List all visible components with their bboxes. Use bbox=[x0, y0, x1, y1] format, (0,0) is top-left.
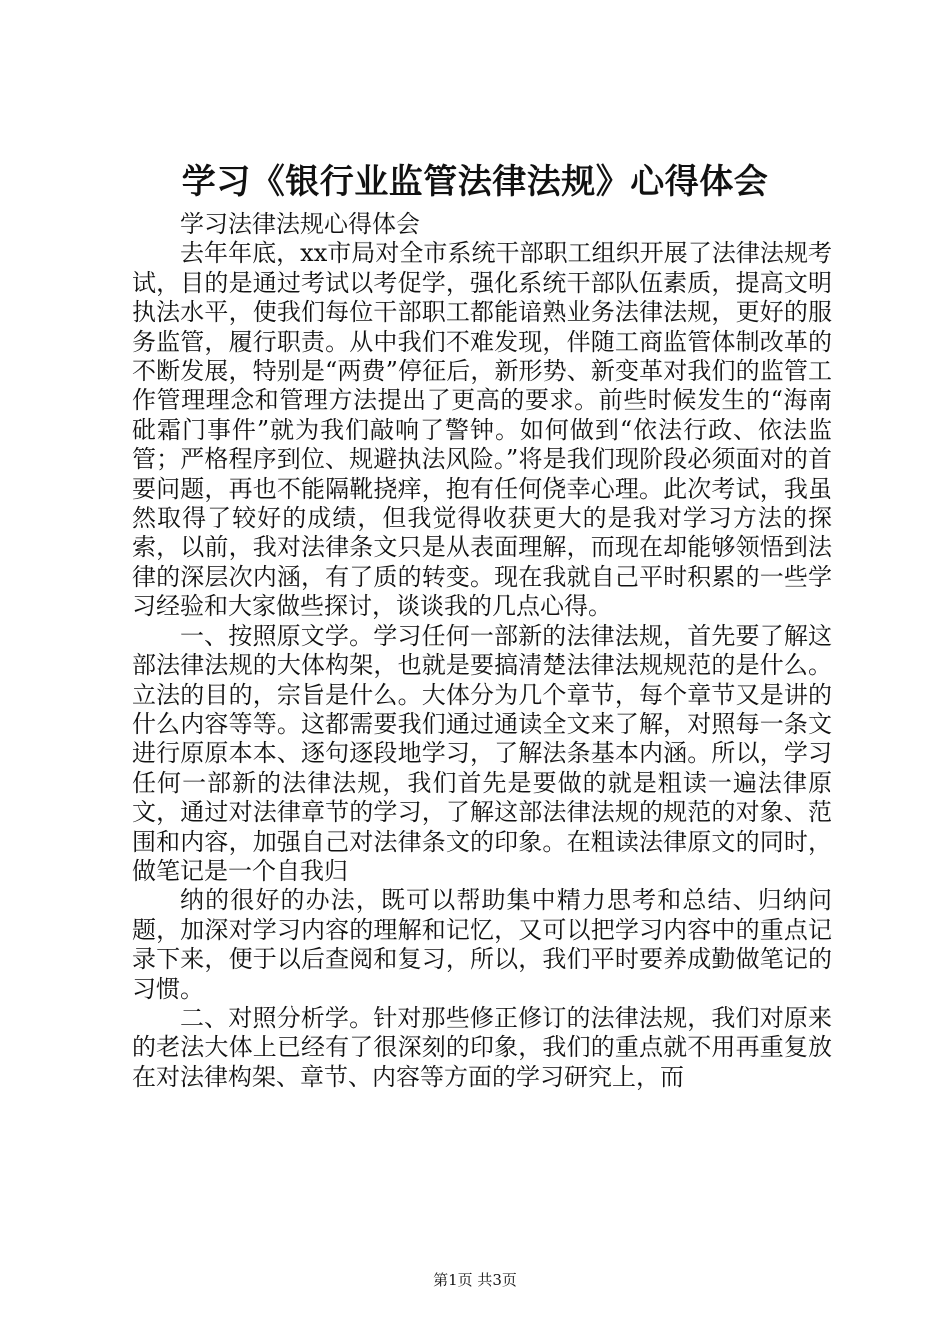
paragraph-section-one: 一、按照原文学。学习任何一部新的法律法规，首先要了解这部法律法规的大体构架，也就是要搞清楚法律法规规范的是什么。立法的目的，宗旨是什么。大体分为几个章节，每个章节又是讲的什么内容等等。这都需要我们通过通读全文来了解，对照每一条文进行原原本本、逐句逐段地学习，了解法条基本内涵。所以，学习任何一部新的法律法规，我们首先是要做的就是粗读一遍法律原文，通过对法律章节的学习，了解这部法律法规的规范的对象、范围和内容，加强自己对法律条文的印象。在粗读法律原文的同时，做笔记是一个自我归 bbox=[132, 621, 832, 885]
page-number-footer: 第1页 共3页 bbox=[433, 1271, 517, 1289]
document-body bbox=[132, 210, 832, 1092]
paragraph-section-one-continued: 纳的很好的办法，既可以帮助集中精力思考和总结、归纳问题，加深对学习内容的理解和记忆，又可以把学习内容中的重点记录下来，便于以后查阅和复习，所以，我们平时要养成勤做笔记的习惯。 bbox=[132, 886, 832, 1003]
paragraph-subtitle: 学习法律法规心得体会 bbox=[180, 210, 420, 238]
paragraph-section-two: 二、对照分析学。针对那些修正修订的法律法规，我们对原来的老法大体上已经有了很深刻的印象，我们的重点就不用再重复放在对法律构架、章节、内容等方面的学习研究上，而 bbox=[132, 1003, 832, 1091]
paragraph-intro: 去年年底，xx市局对全市系统干部职工组织开展了法律法规考试，目的是通过考试以考促学，强化系统干部队伍素质，提高文明执法水平，使我们每位干部职工都能谙熟业务法律法规，更好的服务监管，履行职责。从中我们不难发现，伴随工商监管体制改革的不断发展，特别是“两费”停征后，新形势、新变革对我们的监管工作管理理念和管理方法提出了更高的要求。前些时候发生的“海南砒霜门事件”就为我们敲响了警钟。如何做到“依法行政、依法监管；严格程序到位、规避执法风险。”将是我们现阶段必须面对的首要问题，再也不能隔靴挠痒，抱有任何侥幸心理。此次考试，我虽然取得了较好的成绩，但我觉得收获更大的是我对学习方法的探索，以前，我对法律条文只是从表面理解，而现在却能够领悟到法律的深层次内涵，有了质的转变。现在我就自己平时积累的一些学习经验和大家做些探讨，谈谈我的几点心得。 bbox=[132, 239, 832, 621]
document-title: 学习《银行业监管法律法规》心得体会 bbox=[181, 162, 769, 202]
